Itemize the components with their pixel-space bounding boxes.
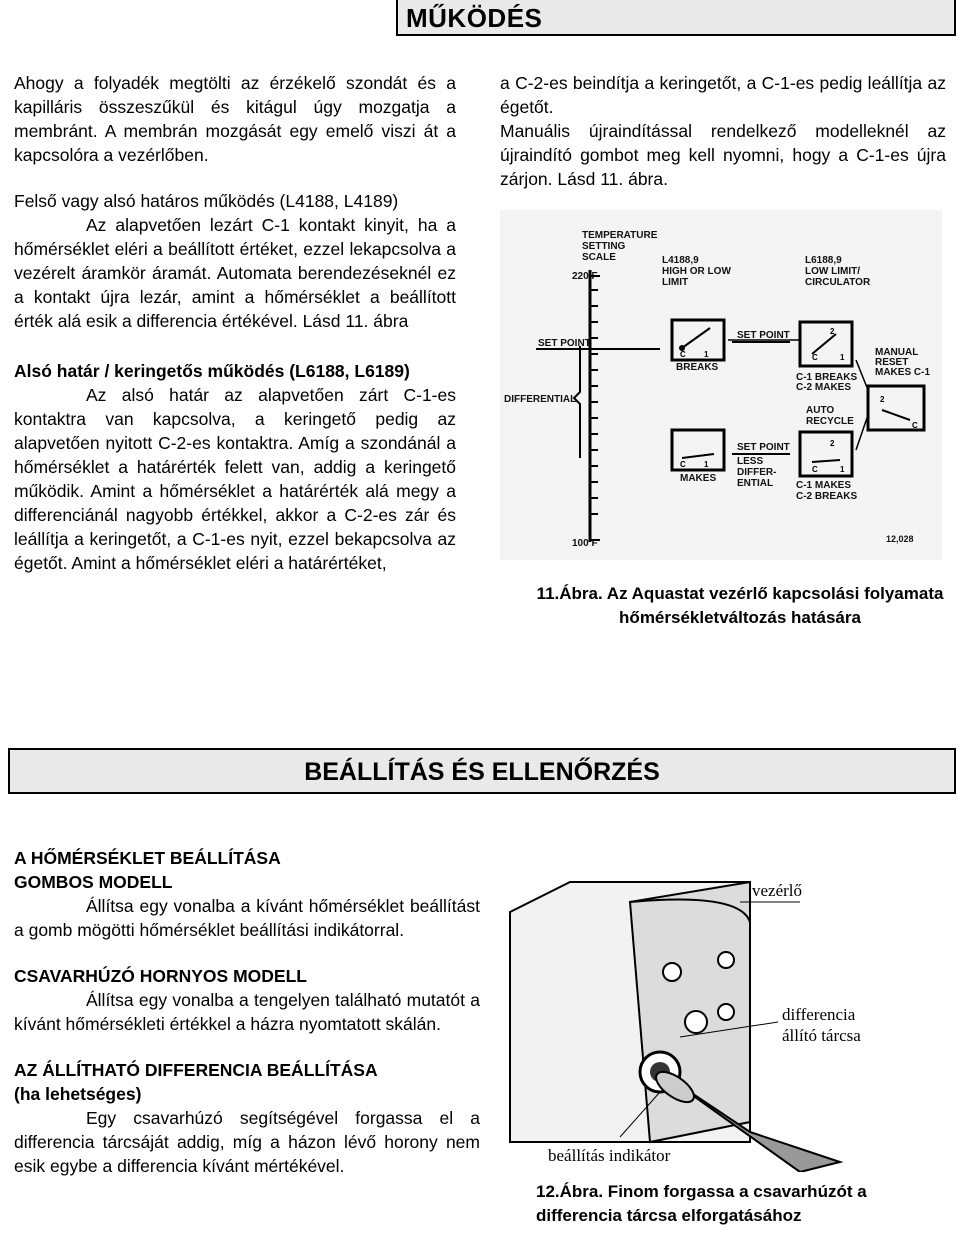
section1-title: Felső vagy alsó határos működés (L4188, L4189) xyxy=(14,191,399,211)
set-point-bottom: SET POINT xyxy=(737,442,790,453)
section-header-beallitas xyxy=(8,748,956,794)
heading-if-possible: (ha lehetséges) xyxy=(14,1084,142,1104)
svg-text:1: 1 xyxy=(840,465,845,474)
heading-knob-model: GOMBOS MODELL xyxy=(14,872,173,892)
right-column xyxy=(500,71,946,191)
svg-text:C: C xyxy=(812,465,818,474)
intro-paragraph: Ahogy a folyadék megtölti az érzékelő szondát és a kapilláris összeszűkül és kitágul úgy mozgatja a membránt. A membrán mozgását egy emelő viszi át a kapcsolóra a vezérlőben. xyxy=(14,73,456,165)
temp-scale-line1: TEMPERATURE xyxy=(582,230,658,241)
l6188-label-3: CIRCULATOR xyxy=(805,277,871,288)
label-diff-dial: differencia állító tárcsa xyxy=(782,1004,886,1046)
auto-recycle-2: RECYCLE xyxy=(806,416,854,427)
manual-reset-2: RESET xyxy=(875,357,909,368)
svg-text:2: 2 xyxy=(830,439,835,448)
manual-reset-1: MANUAL xyxy=(875,347,919,358)
screwdriver-model-text: Állítsa egy vonalba a tengelyen található mutatót a kívánt hőmérsékleti értékkel a házra nyomtatott skálán. xyxy=(14,990,480,1034)
makes-label: MAKES xyxy=(680,473,717,484)
temp-scale-line3: SCALE xyxy=(582,252,616,263)
svg-text:2: 2 xyxy=(830,327,835,336)
section1-body: Az alapvetően lezárt C-1 kontakt kinyit, ha a hőmérséklet eléri a beállított értéket, ezzel lekapcsolva a vezérelt áramkör áramát. Automata berendezéseknél ez a kontakt újra lezár, amint a hőmérséklet a beállított érték alá esik a differencia értékével. Lásd 11. ábra xyxy=(14,215,456,331)
l4188-label-3: LIMIT xyxy=(662,277,689,288)
figure-11-caption: 11.Ábra. Az Aquastat vezérlő kapcsolási folyamata hőmérsékletváltozás hatására xyxy=(536,584,944,627)
svg-text:1: 1 xyxy=(704,460,709,469)
l6188-label-2: LOW LIMIT/ xyxy=(805,266,860,277)
breaks-label: BREAKS xyxy=(676,362,719,373)
left-column xyxy=(14,71,456,575)
svg-text:C: C xyxy=(680,350,686,359)
page-title: MŰKÖDÉS xyxy=(406,3,543,33)
set-point-top: SET POINT xyxy=(737,330,790,341)
c1-breaks-1: C-1 BREAKS xyxy=(796,372,858,383)
less-diff-3: ENTIAL xyxy=(737,478,774,489)
l4188-label-1: L4188,9 xyxy=(662,255,699,266)
right-manual-reset-text: Manuális újraindítással rendelkező modelleknél az újraindító gombot meg kell nyomni, hogy a C-1-es újra zárjon. Lásd 11. ábra. xyxy=(500,121,946,189)
manual-reset-3: MAKES C-1 xyxy=(875,367,931,378)
auto-recycle-1: AUTO xyxy=(806,405,835,416)
less-diff-1: LESS xyxy=(737,456,764,467)
label-indicator: beállítás indikátor xyxy=(548,1146,671,1165)
svg-text:C: C xyxy=(812,353,818,362)
svg-text:1: 1 xyxy=(704,350,709,359)
differential-label: DIFFERENTIAL xyxy=(504,394,577,405)
figure-12-caption: 12.Ábra. Finom forgassa a csavarhúzót a differencia tárcsa elforgatásához xyxy=(536,1182,867,1225)
svg-text:2: 2 xyxy=(880,395,885,404)
svg-text:1: 1 xyxy=(840,353,845,362)
set-point-left: SET POINT xyxy=(538,338,591,349)
figure-11-diagram xyxy=(500,210,942,560)
diff-setting-text: Egy csavarhúzó segítségével forgassa el a differencia tárcsáját addig, míg a házon lévő horony nem esik egybe a differencia kívánt mértékével. xyxy=(14,1108,480,1176)
less-diff-2: DIFFER- xyxy=(737,467,777,478)
c1-makes-1: C-1 MAKES xyxy=(796,480,852,491)
c1-breaks-2: C-2 MAKES xyxy=(796,382,852,393)
c1-makes-2: C-2 BREAKS xyxy=(796,491,858,502)
tick-220f: 220 F xyxy=(572,271,598,282)
heading-temp-setting: A HŐMÉRSÉKLET BEÁLLÍTÁSA xyxy=(14,848,281,868)
section2-title: Alsó határ / keringetős működés (L6188, L6189) xyxy=(14,361,410,381)
heading-diff-setting: AZ ÁLLÍTHATÓ DIFFERENCIA BEÁLLÍTÁSA xyxy=(14,1060,378,1080)
svg-text:C: C xyxy=(680,460,686,469)
heading-screwdriver-model: CSAVARHÚZÓ HORNYOS MODELL xyxy=(14,966,307,986)
right-continuation: a C-2-es beindítja a keringetőt, a C-1-es pedig leállítja az égetőt. xyxy=(500,73,946,117)
temp-scale-line2: SETTING xyxy=(582,241,626,252)
figure-number: 12,028 xyxy=(886,534,914,544)
label-vezerlo: vezérlő xyxy=(752,881,803,900)
left-column-bottom xyxy=(14,846,480,1178)
section-header-mukodes xyxy=(396,0,956,36)
knob-model-text: Állítsa egy vonalba a kívánt hőmérséklet beállítást a gomb mögötti hőmérséklet beállítási indikátorral. xyxy=(14,896,480,940)
l6188-label-1: L6188,9 xyxy=(805,255,842,266)
section2-title: BEÁLLÍTÁS ÉS ELLENŐRZÉS xyxy=(304,758,660,786)
l4188-label-2: HIGH OR LOW xyxy=(662,266,731,277)
section2-body: Az alsó határ az alapvetően zárt C-1-es kontaktra van kapcsolva, a keringető pedig az alapvetően nyitott C-2-es kontaktra. Amíg a szondánál a hőmérséklet a határérték felett van, addig a keringető működik. Amint a hőmérséklet a határérték alá megy a differenciánál nagyobb értékkel, akkor a C-2-es zár és leállítja a keringetőt, a C-1-es nyit, ezzel bekapcsolva az égetőt. Amint a hőmérséklet eléri a határértéket, xyxy=(14,385,456,573)
svg-text:C: C xyxy=(912,421,918,430)
tick-100f: 100 F xyxy=(572,538,598,549)
